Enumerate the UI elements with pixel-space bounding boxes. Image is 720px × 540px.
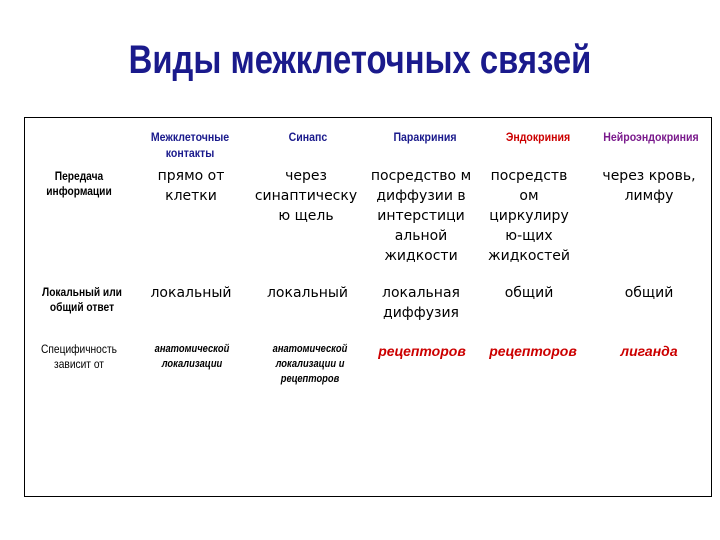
page-title: Виды межклеточных связей: [128, 38, 592, 82]
cell-transfer-contacts: прямо от клетки: [157, 168, 225, 204]
cell-response-endocrine: общий: [504, 285, 554, 301]
comparison-table: [24, 117, 712, 497]
cell-transfer-paracrine: посредство м диффузии в интерстици альной жидкости: [370, 168, 472, 264]
cell-specificity-contacts: анатомической локализации: [154, 343, 230, 370]
header-synapse: Синапс: [288, 130, 328, 144]
cell-specificity-neuroendocrine: лиганда: [620, 343, 678, 359]
cell-specificity-synapse: анатомической локализации и рецепторов: [272, 343, 348, 385]
header-endocrine: Эндокриния: [505, 130, 571, 144]
cell-response-neuroendocrine: общий: [624, 285, 674, 301]
header-paracrine: Паракриния: [393, 130, 457, 144]
row-label-specificity: Специфичность зависит от: [41, 342, 117, 371]
cell-response-paracrine: локальная диффузия: [382, 285, 460, 321]
row-label-response-bold: ответ: [86, 300, 115, 314]
cell-response-contacts: локальный: [150, 285, 232, 301]
cell-specificity-paracrine: рецепторов: [378, 343, 466, 359]
cell-transfer-synapse: через синаптическу ю щель: [254, 168, 358, 224]
row-label-response: [35, 285, 129, 315]
cell-transfer-endocrine: посредств ом циркулиру ю-щих жидкостей: [488, 168, 570, 264]
row-label-response-prefix: Локальный или общий: [42, 285, 122, 314]
header-contacts: Межклеточные контакты: [150, 130, 230, 160]
cell-response-synapse: локальный: [266, 285, 349, 301]
header-neuroendocrine: Нейроэндокриния: [603, 130, 699, 144]
cell-specificity-endocrine: рецепторов: [489, 343, 577, 359]
row-label-transfer: Передача информации: [46, 169, 112, 198]
cell-transfer-neuroendocrine: через кровь, лимфу: [602, 168, 696, 204]
